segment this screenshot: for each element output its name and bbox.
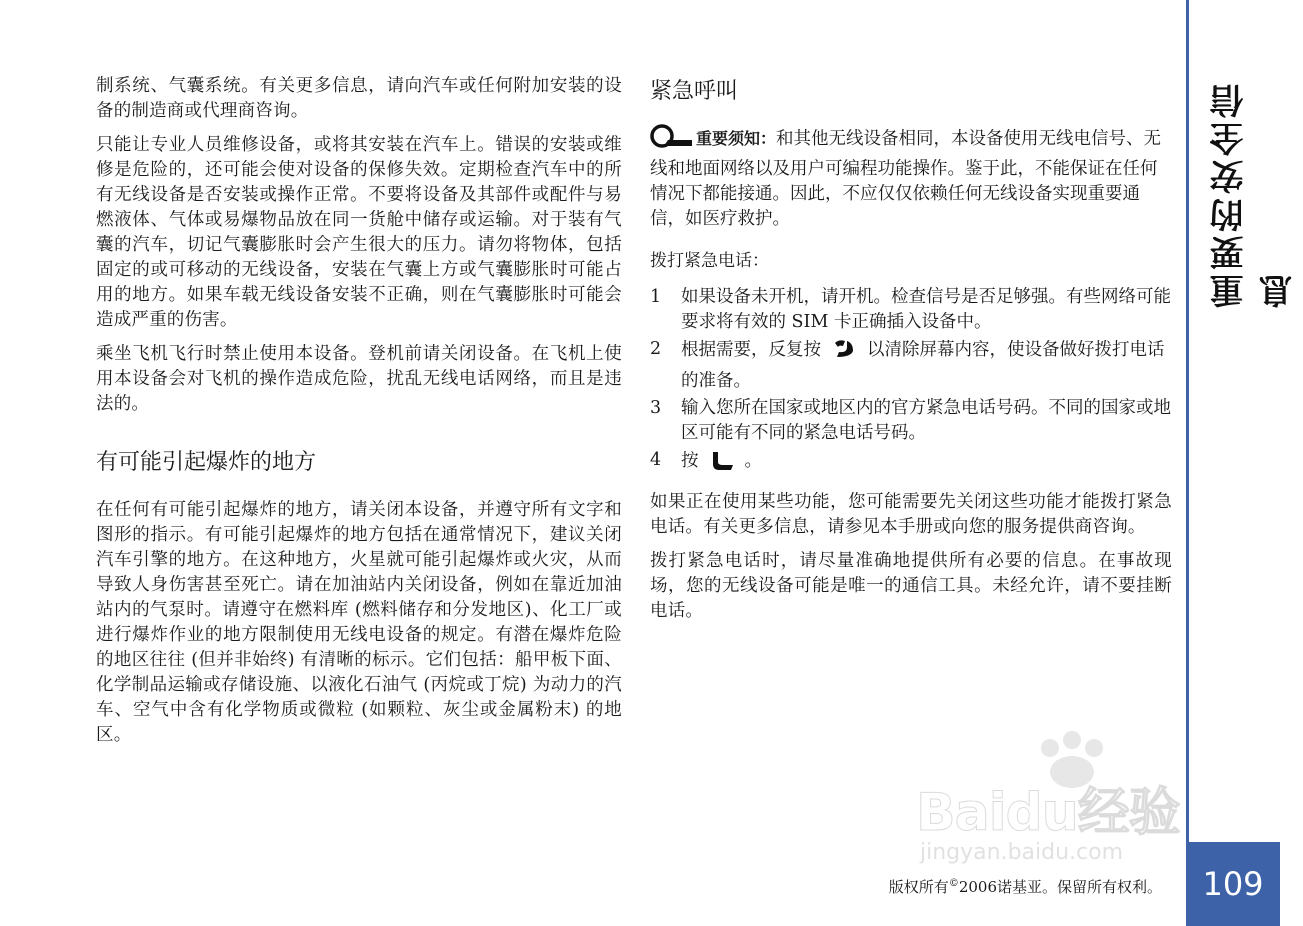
list-item (650, 448, 1172, 480)
right-column (650, 74, 1172, 633)
step-text-before: 根据需要，反复按 (681, 340, 821, 360)
body-paragraph: 在任何有可能引起爆炸的地方，请关闭本设备，并遵守所有文字和图形的指示。有可能引起爆炸的地方包括在通常情况下，建议关闭汽车引擎的地方。在这种地方，火星就可能引起爆炸或火灾，从而导致人身伤害甚至死亡。请在加油站内关闭设备，例如在靠近加油站内的气泵时。请遵守在燃料库 (燃料储存和分发地区)、化工厂或进行爆炸作业的地方限制使用无线电设备的规定。有潜在爆炸危险的地区往往 (但并非始终) 有清晰的标示。它们包括：船甲板下面、化学制品运输或存储设施、以液化石油气 (丙烷或丁烷) 为动力的汽车、空气中含有化学物质或微粒 (如颗粒、灰尘或金属粉末) 的地区。 (96, 500, 622, 745)
chapter-title: 重要的安全信息 (1210, 80, 1299, 308)
list-item (650, 337, 1172, 394)
step-text (681, 448, 1172, 480)
important-notice (650, 123, 1172, 232)
steps-list (650, 285, 1172, 480)
step-number: 4 (650, 450, 662, 470)
page-number: 109 (1186, 842, 1280, 926)
baidu-watermark (900, 730, 1200, 880)
body-paragraph: 拨打紧急电话时，请尽量准确地提供所有必要的信息。在事故现场，您的无线设备可能是唯一的通信工具。未经允许，请不要挂断电话。 (650, 551, 1172, 621)
step-text: 输入您所在国家或地区内的官方紧急电话号码。不同的国家或地区可能有不同的紧急电话号码。 (681, 398, 1171, 443)
watermark-brand: Baidu经验 (916, 783, 1180, 843)
step-number: 3 (650, 398, 662, 418)
step-text: 如果设备未开机，请开机。检查信号是否足够强。有些网络可能要求将有效的 SIM 卡正确插入设备中。 (681, 287, 1171, 332)
list-item (650, 396, 1172, 446)
chapter-sidebar (1186, 0, 1299, 926)
body-paragraph: 如果正在使用某些功能，您可能需要先关闭这些功能才能拨打紧急电话。有关更多信息，请参见本手册或向您的服务提供商咨询。 (650, 492, 1172, 537)
body-paragraph: 制系统、气囊系统。有关更多信息，请向汽车或任何附加安装的设备的制造商或代理商咨询。 (96, 76, 622, 121)
call-key-icon (709, 448, 735, 480)
subheading-dial-emergency: 拨打紧急电话： (650, 251, 769, 271)
notice-text: 和其他无线设备相同，本设备使用无线电信号、无线和地面网络以及用户可编程功能操作。鉴于此，不能保证在任何情况下都能接通。因此，不应仅仅依赖任何无线设备实现重要通信，如医疗救护。 (650, 129, 1162, 229)
step-number: 2 (650, 339, 662, 359)
copyright-symbol: © (948, 878, 959, 889)
watermark-url: jingyan.baidu.com (920, 840, 1124, 865)
copyright-text: 版权所有 (888, 878, 949, 896)
left-column (96, 74, 622, 757)
body-paragraph: 只能让专业人员维修设备，或将其安装在汽车上。错误的安装或维修是危险的，还可能会使对设备的保修失效。定期检查汽车中的所有无线设备是否安装或操作正常。不要将设备及其部件或配件与易燃液体、气体或易爆物品放在同一货舱中储存或运输。对于装有气囊的汽车，切记气囊膨胀时会产生很大的压力。请勿将物体，包括固定的或可移动的无线设备，安装在气囊上方或气囊膨胀时可能占用的地方。如果车载无线设备安装不正确，则在气囊膨胀时可能会造成严重的伤害。 (96, 135, 622, 330)
end-key-icon (831, 337, 857, 369)
copyright-notice (889, 876, 1162, 897)
step-text (681, 337, 1172, 394)
step-text-after: 以清除屏幕内容，使设备做好拨打电话的准备。 (681, 340, 1165, 391)
step-number: 1 (650, 287, 662, 307)
notice-label: 重要须知： (696, 129, 777, 148)
section-heading-emergency-calls: 紧急呼叫 (650, 79, 739, 104)
list-item (650, 285, 1172, 335)
section-heading-explosive-areas: 有可能引起爆炸的地方 (96, 450, 317, 475)
step-text-before: 按 (681, 451, 699, 471)
copyright-text: 2006诺基亚。保留所有权利。 (958, 878, 1162, 896)
info-notice-icon (650, 123, 694, 157)
step-text-after: 。 (744, 451, 762, 471)
body-paragraph: 乘坐飞机飞行时禁止使用本设备。登机前请关闭设备。在飞机上使用本设备会对飞机的操作造成危险，扰乱无线电话网络，而且是违法的。 (96, 344, 622, 414)
